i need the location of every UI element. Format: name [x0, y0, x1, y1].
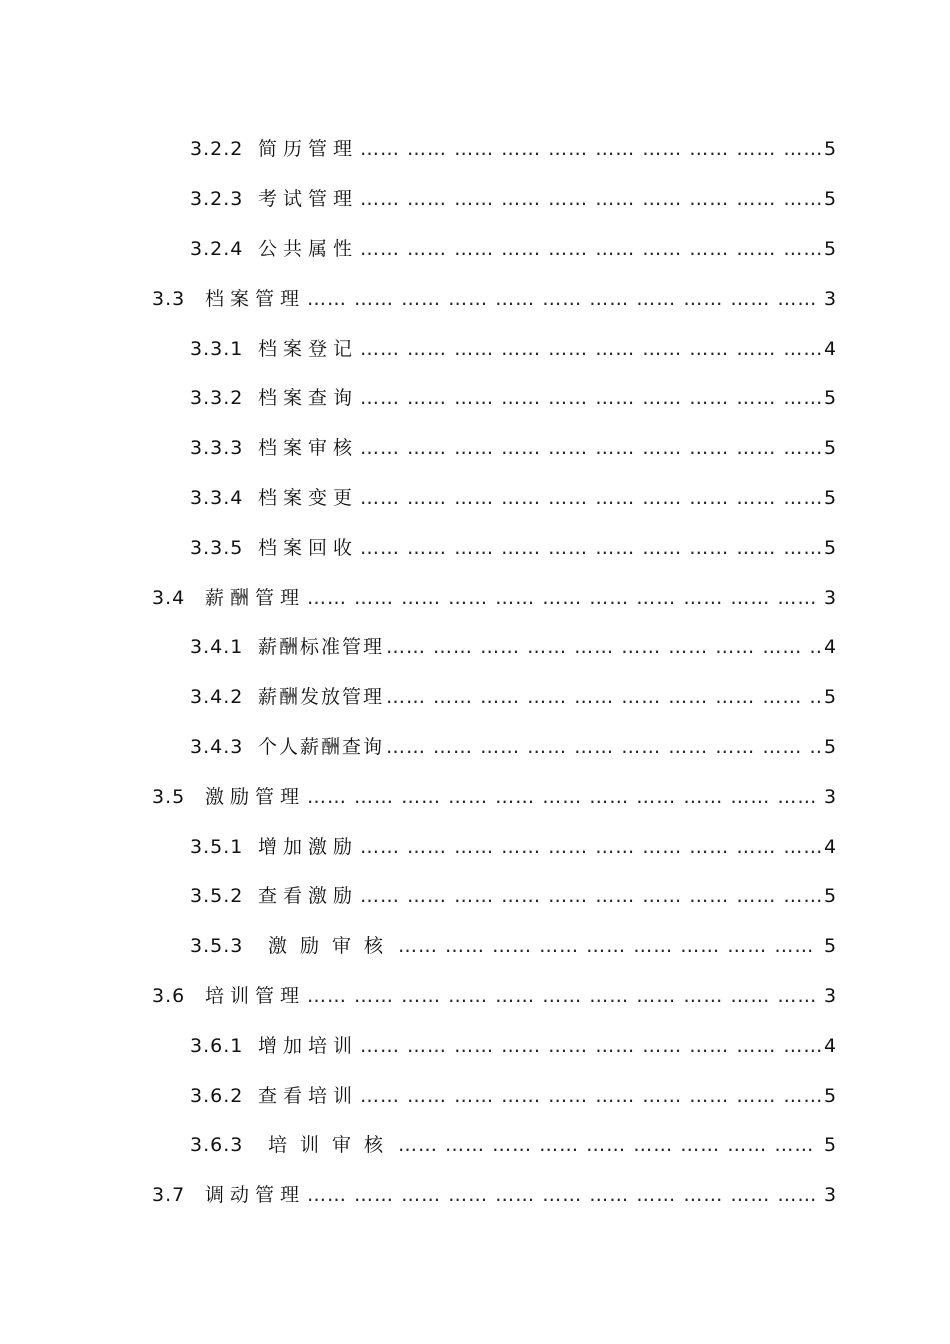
toc-entry-title: 档案查询 — [258, 387, 359, 410]
toc-dot-leader — [307, 290, 822, 309]
toc-entry-page: 5 — [824, 885, 837, 908]
toc-entry-page: 5 — [824, 486, 837, 509]
toc-entry-number: 3.4.3 — [190, 735, 244, 758]
toc-entry[interactable] — [0, 125, 950, 175]
toc-entry-page: 3 — [824, 1184, 837, 1207]
toc-dot-leader — [360, 439, 822, 458]
toc-dot-leader — [307, 1186, 822, 1205]
toc-entry-page: 4 — [824, 835, 837, 858]
toc-entry[interactable] — [0, 523, 950, 573]
toc-entry-number: 3.3.5 — [190, 536, 244, 559]
toc-entry-page: 5 — [824, 1084, 837, 1107]
toc-entry-page: 4 — [824, 636, 837, 659]
toc-entry-title: 薪酬发放管理 — [258, 686, 385, 709]
toc-dot-leader — [307, 589, 822, 608]
toc-entry-number: 3.4.1 — [190, 636, 244, 659]
toc-entry[interactable] — [0, 1071, 950, 1121]
toc-entry[interactable] — [0, 1021, 950, 1071]
toc-dot-leader — [307, 987, 822, 1006]
toc-section-entry[interactable] — [0, 1171, 950, 1221]
toc-entry[interactable] — [0, 474, 950, 524]
toc-dot-leader — [360, 838, 822, 857]
toc-entry-number: 3.6.2 — [190, 1084, 244, 1107]
toc-dot-leader — [360, 389, 822, 408]
toc-entry-number: 3.5.2 — [190, 885, 244, 908]
toc-dot-leader — [360, 489, 822, 508]
toc-entry-title: 增加激励 — [258, 835, 359, 858]
toc-entry-number: 3.7 — [152, 1184, 186, 1207]
toc-entry-title: 培训管理 — [205, 984, 306, 1007]
toc-entry-title: 档案审核 — [258, 437, 359, 460]
toc-entry[interactable] — [0, 623, 950, 673]
toc-dot-leader — [360, 340, 822, 359]
toc-entry-number: 3.6 — [152, 984, 186, 1007]
toc-entry[interactable] — [0, 822, 950, 872]
toc-entry-number: 3.5.3 — [190, 935, 244, 958]
toc-dot-leader — [360, 140, 822, 159]
toc-entry-page: 3 — [824, 785, 837, 808]
toc-entry-number: 3.4 — [152, 586, 186, 609]
toc-dot-leader — [360, 1037, 822, 1056]
toc-section-entry[interactable] — [0, 972, 950, 1022]
toc-entry-number: 3.3.1 — [190, 337, 244, 360]
toc-entry-page: 5 — [824, 437, 837, 460]
toc-dot-leader — [360, 539, 822, 558]
toc-entry[interactable] — [0, 225, 950, 275]
toc-entry-title: 简历管理 — [258, 138, 359, 161]
toc-entry-number: 3.2.4 — [190, 237, 244, 260]
toc-dot-leader — [360, 1087, 822, 1106]
toc-entry-title: 薪酬标准管理 — [258, 636, 385, 659]
toc-section-entry[interactable] — [0, 274, 950, 324]
toc-entry-page: 5 — [824, 686, 837, 709]
toc-entry-number: 3.2.3 — [190, 188, 244, 211]
toc-entry[interactable] — [0, 424, 950, 474]
toc-entry-number: 3.4.2 — [190, 686, 244, 709]
toc-dot-leader — [386, 688, 822, 707]
toc-entry-title: 薪酬管理 — [205, 586, 306, 609]
toc-entry-title: 档案管理 — [205, 287, 306, 310]
toc-entry-title: 增加培训 — [258, 1034, 359, 1057]
toc-entry-page: 5 — [824, 536, 837, 559]
toc-entry-number: 3.3.3 — [190, 437, 244, 460]
toc-entry-page: 5 — [824, 387, 837, 410]
table-of-contents — [0, 125, 950, 1221]
toc-entry-title: 培训审核 — [268, 1134, 397, 1157]
toc-dot-leader — [398, 937, 822, 956]
toc-entry-title: 档案回收 — [258, 536, 359, 559]
toc-entry-title: 激励审核 — [268, 935, 397, 958]
toc-entry-page: 4 — [824, 1034, 837, 1057]
toc-entry-number: 3.3.2 — [190, 387, 244, 410]
toc-entry-page: 5 — [824, 188, 837, 211]
toc-dot-leader — [360, 887, 822, 906]
toc-entry-number: 3.5.1 — [190, 835, 244, 858]
toc-entry-page: 3 — [824, 287, 837, 310]
toc-entry[interactable] — [0, 872, 950, 922]
toc-dot-leader — [307, 788, 822, 807]
toc-section-entry[interactable] — [0, 772, 950, 822]
toc-entry[interactable] — [0, 175, 950, 225]
toc-dot-leader — [398, 1136, 822, 1155]
toc-entry-title: 考试管理 — [258, 188, 359, 211]
toc-entry-page: 5 — [824, 1134, 837, 1157]
toc-entry-title: 调动管理 — [205, 1184, 306, 1207]
toc-section-entry[interactable] — [0, 573, 950, 623]
toc-dot-leader — [386, 738, 822, 757]
toc-entry-number: 3.6.1 — [190, 1034, 244, 1057]
toc-entry-number: 3.6.3 — [190, 1134, 244, 1157]
toc-entry-title: 个人薪酬查询 — [258, 735, 385, 758]
toc-entry-title: 档案变更 — [258, 486, 359, 509]
toc-entry-number: 3.5 — [152, 785, 186, 808]
toc-entry[interactable] — [0, 324, 950, 374]
toc-dot-leader — [360, 240, 822, 259]
toc-entry-page: 3 — [824, 586, 837, 609]
toc-entry-page: 5 — [824, 935, 837, 958]
toc-entry-number: 3.3 — [152, 287, 186, 310]
toc-entry[interactable] — [0, 723, 950, 773]
toc-entry[interactable] — [0, 922, 950, 972]
toc-entry-page: 5 — [824, 138, 837, 161]
toc-entry[interactable] — [0, 673, 950, 723]
toc-entry-title: 激励管理 — [205, 785, 306, 808]
toc-entry-page: 4 — [824, 337, 837, 360]
toc-entry-number: 3.3.4 — [190, 486, 244, 509]
toc-entry-title: 公共属性 — [258, 237, 359, 260]
toc-entry[interactable] — [0, 374, 950, 424]
toc-entry-page: 5 — [824, 237, 837, 260]
toc-entry-title: 档案登记 — [258, 337, 359, 360]
toc-entry-title: 查看培训 — [258, 1084, 359, 1107]
toc-entry-number: 3.2.2 — [190, 138, 244, 161]
toc-entry[interactable] — [0, 1121, 950, 1171]
toc-dot-leader — [386, 638, 822, 657]
toc-entry-page: 3 — [824, 984, 837, 1007]
toc-entry-title: 查看激励 — [258, 885, 359, 908]
toc-dot-leader — [360, 190, 822, 209]
toc-entry-page: 5 — [824, 735, 837, 758]
